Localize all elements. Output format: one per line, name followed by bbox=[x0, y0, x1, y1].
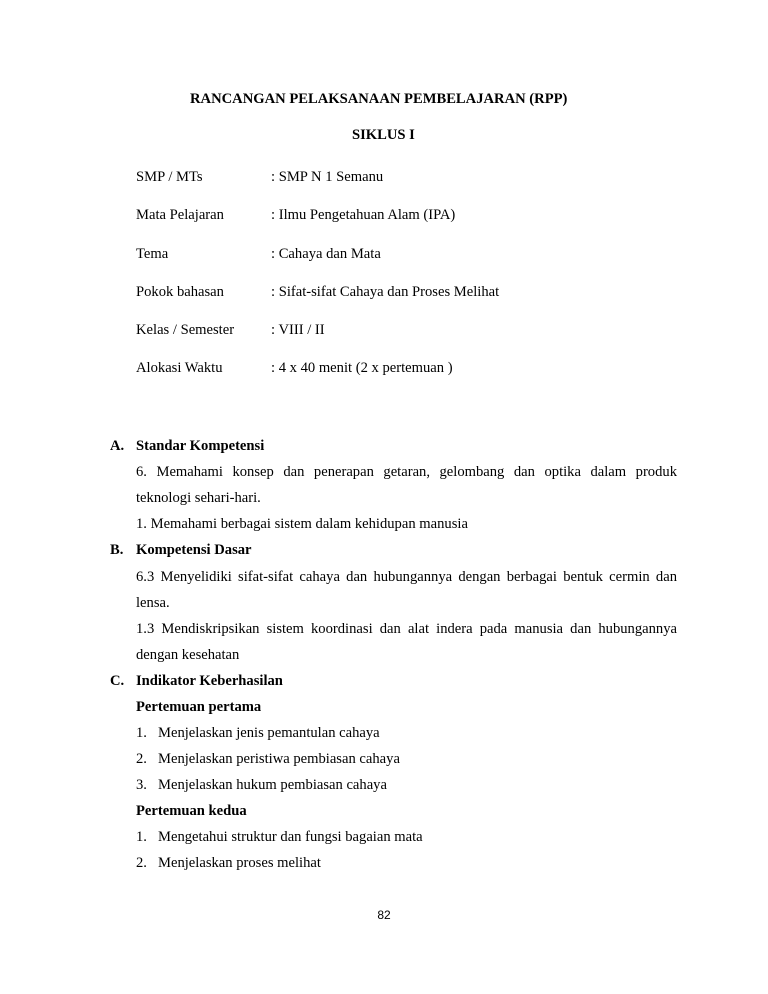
section-c-heading: Indikator Keberhasilan bbox=[136, 673, 283, 689]
meeting-1-item-2: Menjelaskan peristiwa pembiasan cahaya bbox=[158, 751, 400, 767]
identity-label-class: Kelas / Semester bbox=[136, 322, 235, 338]
section-b-line-1: 6.3 Menyelidiki sifat-sifat cahaya dan hubungannya dengan berbagai bentuk cermin dan bbox=[136, 569, 677, 585]
section-c-letter: C. bbox=[110, 673, 125, 689]
identity-label-theme: Tema bbox=[136, 246, 169, 262]
section-b-line-3: 1.3 Mendiskripsikan sistem koordinasi dan alat indera pada manusia dan hubungannya bbox=[136, 621, 677, 637]
identity-value-time: : 4 x 40 menit (2 x pertemuan ) bbox=[271, 360, 453, 376]
section-b-heading: Kompetensi Dasar bbox=[136, 542, 252, 558]
meeting-1-item-1: Menjelaskan jenis pemantulan cahaya bbox=[158, 725, 380, 741]
identity-value-subject: : Ilmu Pengetahuan Alam (IPA) bbox=[271, 207, 456, 223]
meeting-2-item-1: Mengetahui struktur dan fungsi bagaian mata bbox=[158, 829, 423, 845]
identity-value-class: : VIII / II bbox=[271, 322, 325, 338]
section-b-line-4: dengan kesehatan bbox=[136, 647, 240, 663]
meeting-1-item-3-number: 3. bbox=[136, 777, 147, 793]
section-a-line-3: 1. Memahami berbagai sistem dalam kehidupan manusia bbox=[136, 516, 468, 532]
identity-value-theme: : Cahaya dan Mata bbox=[271, 246, 381, 262]
meeting-1-item-1-number: 1. bbox=[136, 725, 147, 741]
meeting-1-item-3: Menjelaskan hukum pembiasan cahaya bbox=[158, 777, 387, 793]
identity-value-topic: : Sifat-sifat Cahaya dan Proses Melihat bbox=[271, 284, 500, 300]
meeting-2-heading: Pertemuan kedua bbox=[136, 803, 247, 819]
section-a-line-1: 6. Memahami konsep dan penerapan getaran, gelombang dan optika dalam produk bbox=[136, 464, 677, 480]
section-b-letter: B. bbox=[110, 542, 124, 558]
meeting-1-heading: Pertemuan pertama bbox=[136, 699, 262, 715]
identity-value-school: : SMP N 1 Semanu bbox=[271, 169, 384, 185]
section-a-heading: Standar Kompetensi bbox=[136, 438, 265, 454]
section-b-line-2: lensa. bbox=[136, 595, 170, 611]
page-number: 82 bbox=[377, 908, 391, 922]
meeting-1-item-2-number: 2. bbox=[136, 751, 147, 767]
meeting-2-item-2-number: 2. bbox=[136, 855, 147, 871]
section-a-letter: A. bbox=[110, 438, 125, 454]
identity-label-time: Alokasi Waktu bbox=[136, 360, 223, 376]
meeting-2-item-1-number: 1. bbox=[136, 829, 147, 845]
cycle-title: SIKLUS I bbox=[352, 127, 415, 143]
identity-label-subject: Mata Pelajaran bbox=[136, 207, 224, 223]
meeting-2-item-2: Menjelaskan proses melihat bbox=[158, 855, 321, 871]
document-title: RANCANGAN PELAKSANAAN PEMBELAJARAN (RPP) bbox=[190, 91, 568, 107]
identity-label-topic: Pokok bahasan bbox=[136, 284, 224, 300]
section-a-line-2: teknologi sehari-hari. bbox=[136, 490, 261, 506]
identity-label-school: SMP / MTs bbox=[136, 169, 203, 185]
